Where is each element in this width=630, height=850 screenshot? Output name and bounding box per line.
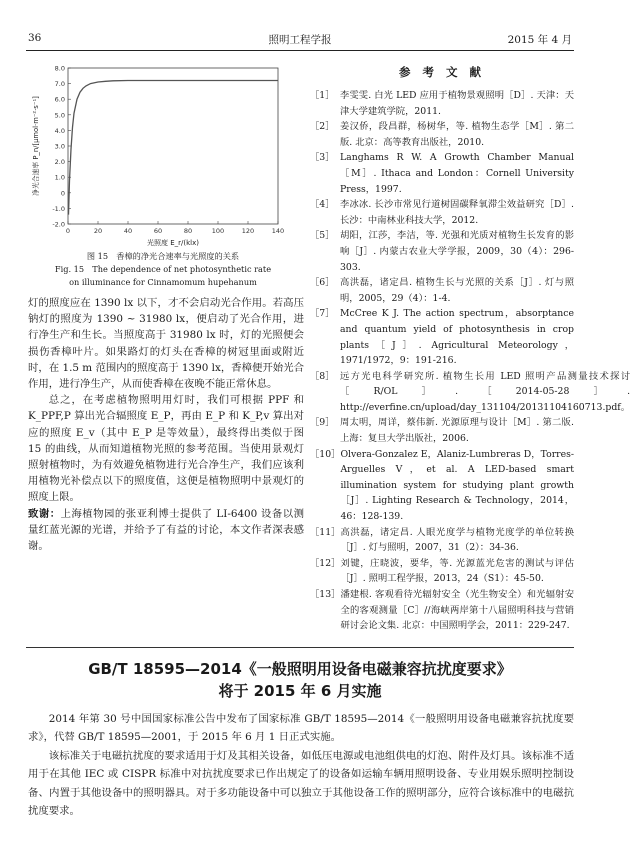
body-paragraph-2: 总之，在考虑植物照明用灯时，我们可根据 PPF 和 K_PPF,P 算出光合辐照度 E_P，再由 E_P 和 K_P,v 算出对应的照度 E_v（其中 E_P 是等效量），最终得出类似于图 15 的曲线，从而知道植物光照的参考范围。当使用景观灯照射植物时，为有效避免植物进行光合净生产，我们应该利用植物光补偿点以下的照度值，这便是植物照明中景观灯的照度上限。 [28, 394, 304, 504]
figure-caption-cn: 图 15 香樟的净光合速率与光照度的关系 [86, 251, 240, 261]
reference-text: Olvera-Gonzalez E，Alaniz-Lumbreras D，Torres-Arguelles V，et al. A LED-based smart illumination system for studying plant growth［J］. Lighting Research & Technology，2014，46：128-139. [340, 448, 574, 523]
reference-text: 胡阳，江莎，李洁，等. 光强和光质对植物生长发育的影响［J］. 内蒙古农业大学学报，2009，30（4）：296-303. [340, 230, 574, 273]
reference-number: ［8］ [310, 370, 335, 382]
acknowledgement-label: 致谢： [28, 507, 61, 520]
reference-item [310, 525, 574, 556]
figure-15-chart [28, 58, 288, 248]
reference-item [310, 556, 574, 587]
reference-number: ［12］ [310, 557, 341, 569]
reference-text: 远方光电科学研究所. 植物生长用 LED 照明产品测量技术探讨［R/OL］.［2014-05-28］. http://everfine.cn/upload/day_131104/20131104160713.pdf。 [340, 370, 630, 413]
reference-text: 李雯雯. 白光 LED 应用于植物景观照明［D］. 天津：天津大学建筑学院，2011. [340, 90, 574, 117]
reference-text: 高洪磊，诸定昌. 植物生长与光照的关系［J］. 灯与照明，2005，29（4）：1-4. [340, 277, 574, 304]
y-tick-label: 6.0 [54, 95, 65, 104]
reference-number: ［13］ [310, 589, 341, 600]
reference-number: ［4］ [310, 199, 335, 211]
x-tick-label: 60 [153, 227, 163, 235]
reference-number: ［5］ [310, 230, 335, 242]
reference-item [310, 306, 574, 368]
y-tick-label: -1.0 [52, 204, 65, 213]
acknowledgement [28, 506, 304, 555]
reference-number: ［2］ [310, 121, 335, 133]
references-heading: 参 考 文 献 [398, 65, 485, 79]
figure-caption-en-1: Fig. 15 The dependence of net photosynthetic rate [54, 264, 272, 274]
journal-name: 照明工程学报 [268, 34, 332, 46]
reference-item [310, 150, 574, 197]
reference-text: 李冰冰. 长沙市常见行道树固碳释氧滞尘效益研究［D］. 长沙：中南林业科技大学，2012. [340, 199, 574, 226]
reference-number: ［10］ [310, 448, 341, 460]
reference-number: ［9］ [310, 417, 335, 429]
header-rule [26, 50, 574, 51]
y-tick-label: -2.0 [52, 220, 65, 229]
y-tick-label: 1.0 [54, 173, 65, 182]
reference-number: ［11］ [310, 526, 341, 538]
news-paragraph-2: 该标准关于电磁抗扰度的要求适用于灯及其相关设备，如低压电源或电池组供电的灯泡、附件及灯具。该标准不适用于在其他 IEC 或 CISPR 标准中对抗扰度要求已作出规定了的设备如运输车辆用照明设备、专业用娱乐照明控制设备、内置于其他设备中的照明器具。对于多功能设备中可以独立于其他设备工作的照明部分，应符合该标准中的电磁抗扰度要求。 [28, 749, 574, 818]
news-title-line-1: GB/T 18595—2014《一般照明用设备电磁兼容抗扰度要求》 [88, 660, 512, 678]
reference-item [310, 197, 574, 228]
acknowledgement-text: 上海植物园的张亚利博士提供了 LI-6400 设备以测量红蓝光源的光谱，并给予了有益的讨论，本文作者深表感谢。 [28, 507, 304, 553]
reference-item [310, 415, 574, 446]
reference-number: ［6］ [310, 277, 335, 289]
reference-item [310, 369, 630, 416]
series-line [69, 81, 279, 215]
y-tick-label: 7.0 [54, 80, 65, 89]
x-tick-label: 20 [93, 227, 103, 235]
section-divider [26, 647, 574, 648]
x-tick-label: 0 [65, 227, 71, 235]
x-tick-label: 80 [183, 227, 193, 235]
plot-frame [68, 68, 278, 224]
y-tick-label: 4.0 [54, 126, 65, 135]
x-tick-label: 120 [241, 227, 255, 235]
x-axis-label: 光照度 E_r/(klx) [147, 239, 199, 247]
reference-text: Langhams R W. A Growth Chamber Manual［M］. Ithaca and London：Cornell University Press，1997. [340, 152, 574, 195]
body-text [28, 295, 304, 554]
reference-text: McCree K J. The action spectrum，absorptance and quantum yield of photosynthesis in crop plants［J］. Agricultural Meteorology，1971/1972，9：191-216. [340, 308, 574, 367]
reference-text: 姜汉侨，段昌群，杨树华，等. 植物生态学［M］. 第二版. 北京：高等教育出版社，2010. [340, 121, 574, 148]
reference-number: ［7］ [310, 308, 335, 320]
page-number: 36 [28, 32, 42, 44]
reference-number: ［1］ [310, 90, 335, 101]
reference-text: 潘建根. 客观看待光辐射安全（光生物安全）和光辐射安全的客观测量［C］//海峡两岸第十八届照明科技与营销研讨会论文集. 北京：中国照明学会，2011：229-247. [340, 589, 574, 632]
x-tick-label: 40 [123, 227, 133, 235]
x-tick-label: 140 [271, 227, 285, 235]
y-axis-label: 净光合速率 P_n/[μmol·m⁻²·s⁻¹] [32, 96, 40, 196]
reference-item [310, 587, 574, 634]
running-header [28, 32, 572, 48]
body-paragraph-1: 灯的照度应在 1390 lx 以下，才不会启动光合作用。若高压钠灯的照度为 1390 ~ 31980 lx，便启动了光合作用，进行净生产和生长。当照度高于 31980 lx 时，灯的光照便会损伤香樟叶片。如果路灯的灯头在香樟的树冠里面或附近时，在 1.5 m 范围内的照度高于 1390 lx，香樟便开始光合作用，进行净生产，从而使香樟在夜晚不能正常休息。 [28, 297, 304, 391]
issue-date: 2015 年 4 月 [507, 34, 572, 46]
reference-item [310, 119, 574, 150]
y-tick-label: 3.0 [54, 142, 65, 151]
figure-caption-en-2: on illuminance for Cinnamomum hupehanum [69, 277, 257, 287]
news-paragraph-1: 2014 年第 30 号中国国家标准公告中发布了国家标准 GB/T 18595—2014《一般照明用设备电磁兼容抗扰度要求》，代替 GB/T 18595—2001，于 2015 年 6 月 1 日正式实施。 [28, 713, 574, 744]
reference-text: 高洪磊，诸定昌. 人眼光度学与植物光度学的单位转换［J］. 灯与照明，2007，31（2）：34-36. [340, 526, 574, 554]
reference-item [310, 88, 574, 119]
reference-item [310, 275, 574, 306]
news-body [28, 710, 574, 820]
reference-item [310, 228, 574, 275]
news-title-line-2: 将于 2015 年 6 月实施 [218, 682, 382, 700]
reference-number: ［3］ [310, 152, 335, 164]
x-tick-label: 100 [211, 227, 225, 235]
y-tick-label: 5.0 [54, 111, 65, 120]
reference-text: 刘键，庄晓波，要华，等. 光源蓝光危害的测试与评估［J］. 照明工程学报，2013，24（S1）：45-50. [340, 557, 574, 585]
y-tick-label: 8.0 [54, 64, 65, 73]
reference-list [310, 88, 630, 634]
reference-item [310, 447, 574, 525]
y-tick-label: 0 [60, 189, 65, 198]
y-tick-label: 2.0 [54, 158, 65, 167]
reference-text: 周太明，周详，蔡伟新. 光源原理与设计［M］. 第二版. 上海：复旦大学出版社，2006. [340, 417, 574, 445]
